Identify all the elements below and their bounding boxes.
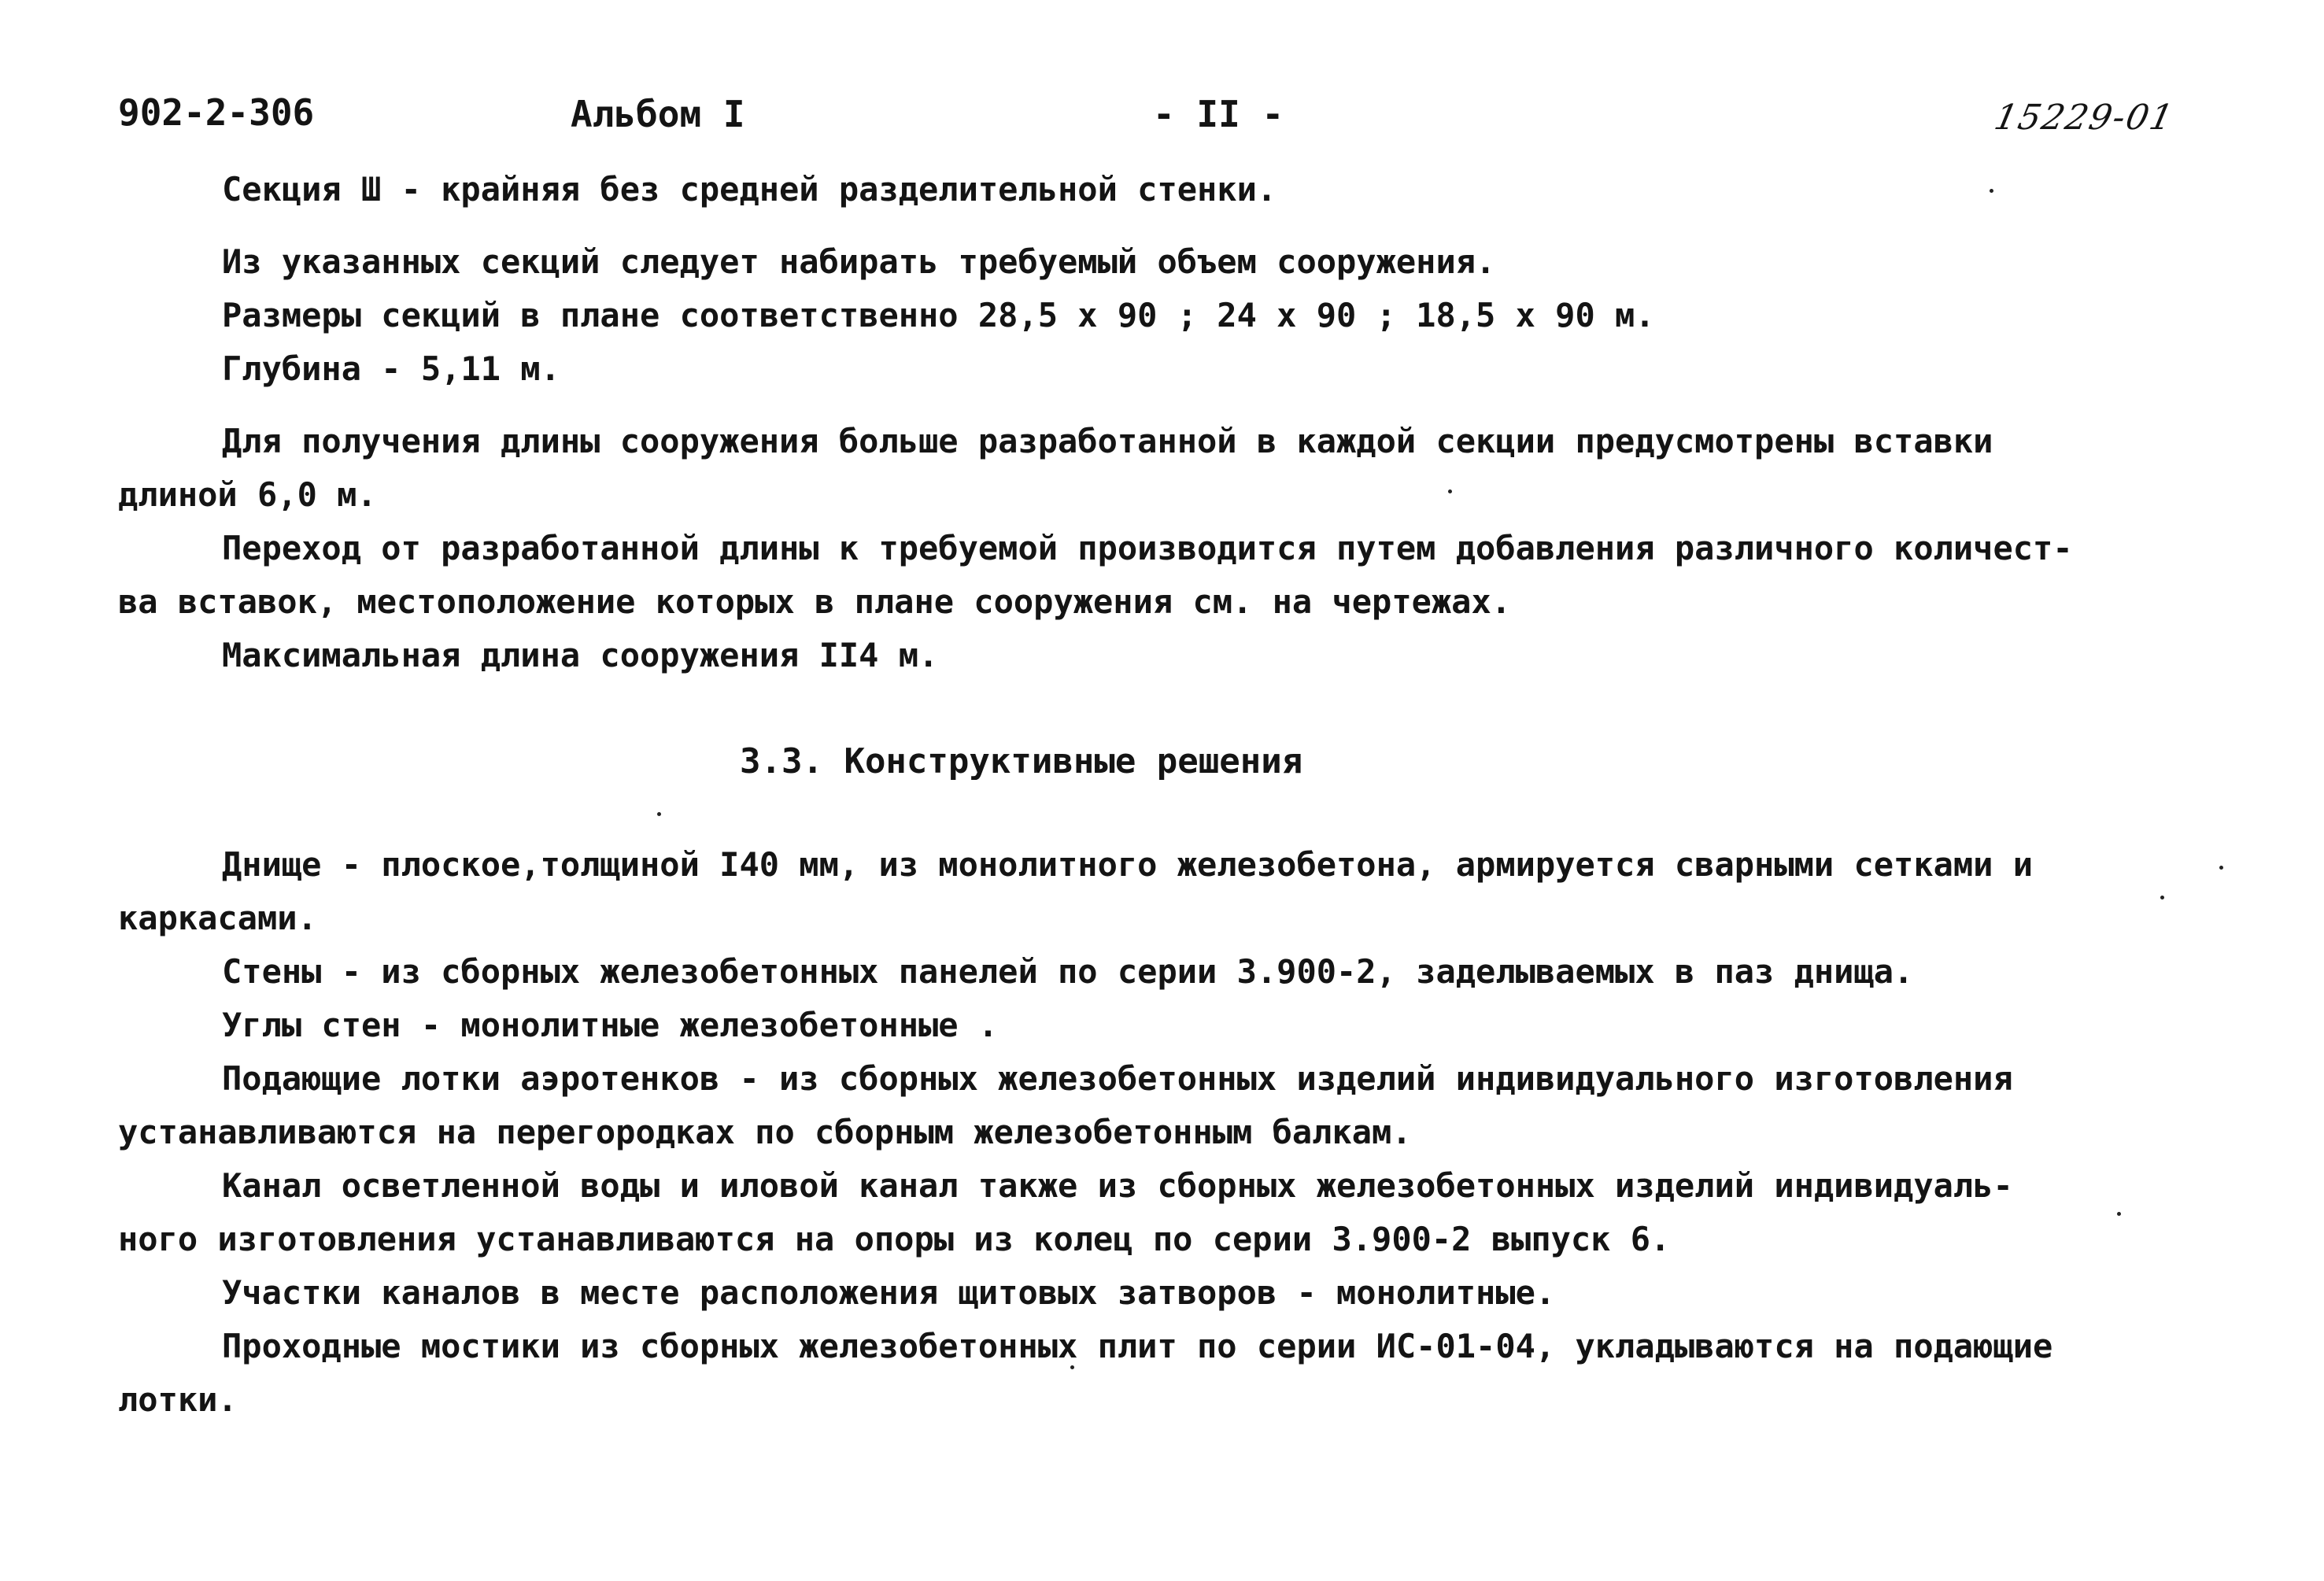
page-number: - II - (1153, 93, 1284, 135)
scan-speck (1070, 1365, 1074, 1369)
scan-speck (657, 812, 661, 816)
text-line: Для получения длины сооружения больше разработанной в каждой секции предусмотрены вставки (222, 422, 1993, 460)
text-line: каркасами. (118, 899, 317, 937)
scan-speck (2117, 1212, 2121, 1216)
section-heading: 3.3. Конструктивные решения (740, 741, 1303, 781)
text-line: ного изготовления устанавливаются на опоры из колец по серии 3.900-2 выпуск 6. (118, 1220, 1671, 1258)
handwritten-inventory-number: 15229-01 (1990, 98, 2178, 138)
text-line: Максимальная длина сооружения II4 м. (222, 636, 939, 674)
text-line: Подающие лотки аэротенков - из сборных железобетонных изделий индивидуального изготовления (222, 1059, 2013, 1098)
scan-speck (1448, 489, 1452, 493)
scan-speck (2160, 896, 2164, 899)
text-line: Стены - из сборных железобетонных панелей по серии 3.900-2, заделываемых в паз днища. (222, 952, 1914, 991)
scan-speck (1990, 189, 1993, 193)
text-line: Размеры секций в плане соответственно 28,5 х 90 ; 24 х 90 ; 18,5 х 90 м. (222, 296, 1655, 334)
text-line: Глубина - 5,11 м. (222, 349, 560, 388)
text-line: Переход от разработанной длины к требуемой производится путем добавления различного количест- (222, 529, 2073, 567)
text-line: Канал осветленной воды и иловой канал также из сборных железобетонных изделий индивидуаль- (222, 1166, 2013, 1205)
text-line: Углы стен - монолитные железобетонные . (222, 1006, 999, 1044)
text-line: Из указанных секций следует набирать требуемый объем сооружения. (222, 242, 1496, 281)
album-label: Альбом I (571, 93, 745, 135)
scan-speck (2219, 866, 2223, 870)
text-line: Днище - плоское,толщиной I40 мм, из монолитного железобетона, армируется сварными сетками и (222, 845, 2034, 884)
text-line: Проходные мостики из сборных железобетонных плит по серии ИС-01-04, укладываются на подающие (222, 1327, 2053, 1365)
text-line: ва вставок, местоположение которых в плане сооружения см. на чертежах. (118, 582, 1512, 621)
text-line: Участки каналов в месте расположения щитовых затворов - монолитные. (222, 1273, 1556, 1312)
text-line: лотки. (118, 1380, 238, 1419)
text-line: устанавливаются на перегородках по сборным железобетонным балкам. (118, 1113, 1412, 1151)
text-line: длиной 6,0 м. (118, 475, 377, 514)
document-code: 902-2-306 (118, 91, 315, 134)
text-line: Секция Ш - крайняя без средней разделительной стенки. (222, 170, 1277, 209)
